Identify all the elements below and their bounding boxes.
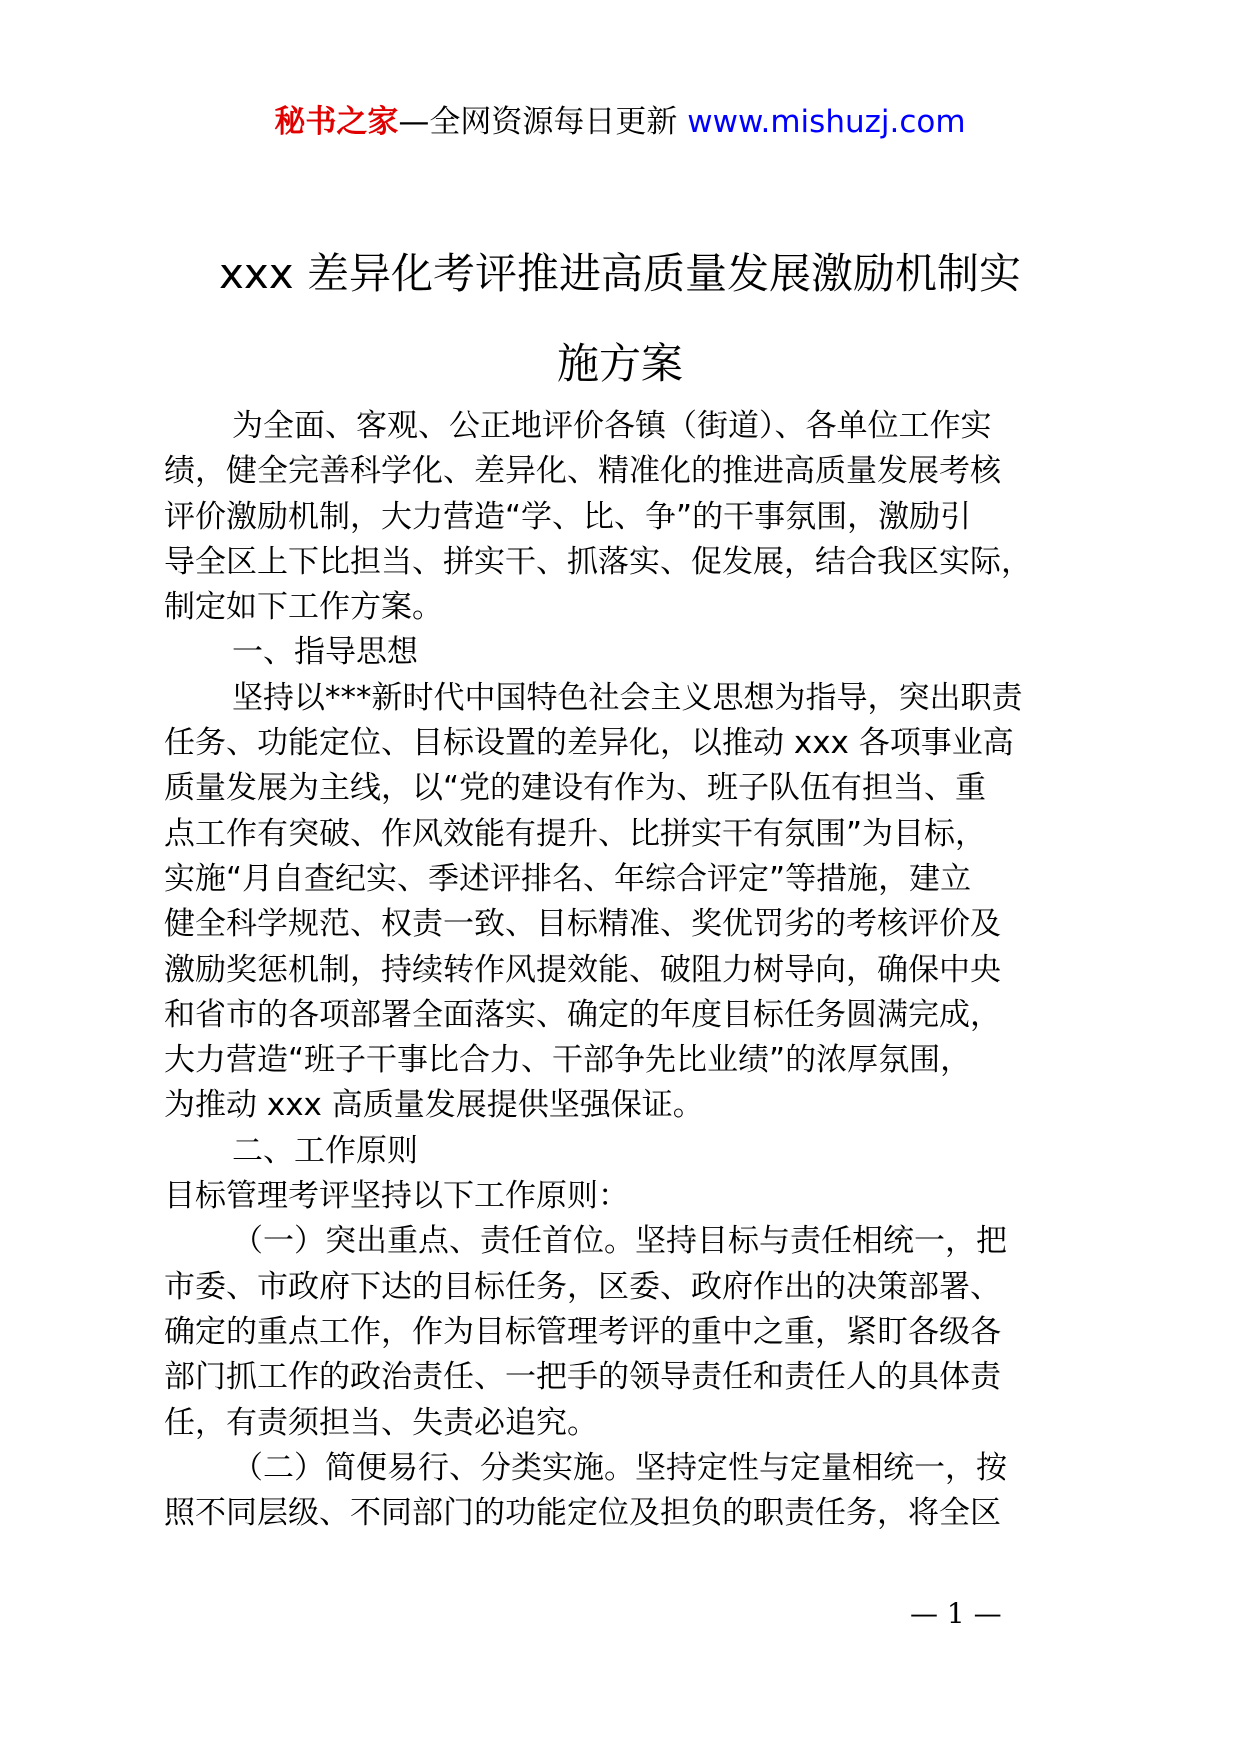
body-line: 目标管理考评坚持以下工作原则： xyxy=(164,1178,629,1215)
body-line: 导全区上下比担当、拼实干、抓落实、促发展，结合我区实际， xyxy=(164,543,1032,580)
body-line: 部门抓工作的政治责任、一把手的领导责任和责任人的具体责 xyxy=(164,1359,1001,1396)
body-line: 坚持以***新时代中国特色社会主义思想为指导，突出职责 xyxy=(232,679,1023,716)
body-line: 任，有责须担当、失责必追究。 xyxy=(164,1404,598,1441)
body-line: 点工作有突破、作风效能有提升、比拼实干有氛围”为目标， xyxy=(164,815,987,852)
body-line: 制定如下工作方案。 xyxy=(164,589,443,626)
body-line: 市委、市政府下达的目标任务，区委、政府作出的决策部署、 xyxy=(164,1268,1001,1305)
body-line: 质量发展为主线，以“党的建设有作为、班子队伍有担当、重 xyxy=(164,770,987,807)
body-line: （二）简便易行、分类实施。坚持定性与定量相统一，按 xyxy=(232,1449,1007,1486)
body-line: 照不同层级、不同部门的功能定位及担负的职责任务，将全区 xyxy=(164,1495,1001,1532)
body-line: 绩，健全完善科学化、差异化、精准化的推进高质量发展考核 xyxy=(164,453,1001,490)
body-line: 确定的重点工作，作为目标管理考评的重中之重，紧盯各级各 xyxy=(164,1313,1001,1350)
body-line: 实施“月自查纪实、季述评排名、年综合评定”等措施，建立 xyxy=(164,860,972,897)
document-title-line-1: xxx 差异化考评推进高质量发展激励机制实 xyxy=(219,249,1021,298)
page-number: — 1 — xyxy=(910,1597,1002,1630)
body-line: 激励奖惩机制，持续转作风提效能、破阻力树导向，确保中央 xyxy=(164,951,1001,988)
site-slogan: —全网资源每日更新 xyxy=(398,104,678,140)
site-header xyxy=(0,100,1240,144)
document-title-line-2: 施方案 xyxy=(556,339,683,388)
body-line: 为全面、客观、公正地评价各镇（街道）、各单位工作实 xyxy=(232,408,992,444)
document-body xyxy=(164,404,1084,1536)
body-line: 为推动 xxx 高质量发展提供坚强保证。 xyxy=(164,1087,704,1124)
site-brand: 秘书之家 xyxy=(274,104,399,140)
body-line: 健全科学规范、权责一致、目标精准、奖优罚劣的考核评价及 xyxy=(164,906,1001,943)
body-line: 评价激励机制，大力营造“学、比、争”的干事氛围，激励引 xyxy=(164,498,972,535)
body-line: 任务、功能定位、目标设置的差异化，以推动 xxx 各项事业高 xyxy=(164,725,1014,762)
section-heading: 二、工作原则 xyxy=(232,1132,418,1169)
section-heading: 一、指导思想 xyxy=(232,634,418,671)
site-url-link[interactable]: www.mishuzj.com xyxy=(687,104,966,140)
body-line: 和省市的各项部署全面落实、确定的年度目标任务圆满完成， xyxy=(164,996,1001,1033)
body-line: （一）突出重点、责任首位。坚持目标与责任相统一，把 xyxy=(232,1223,1007,1260)
body-line: 大力营造“班子干事比合力、干部争先比业绩”的浓厚氛围， xyxy=(164,1042,972,1079)
